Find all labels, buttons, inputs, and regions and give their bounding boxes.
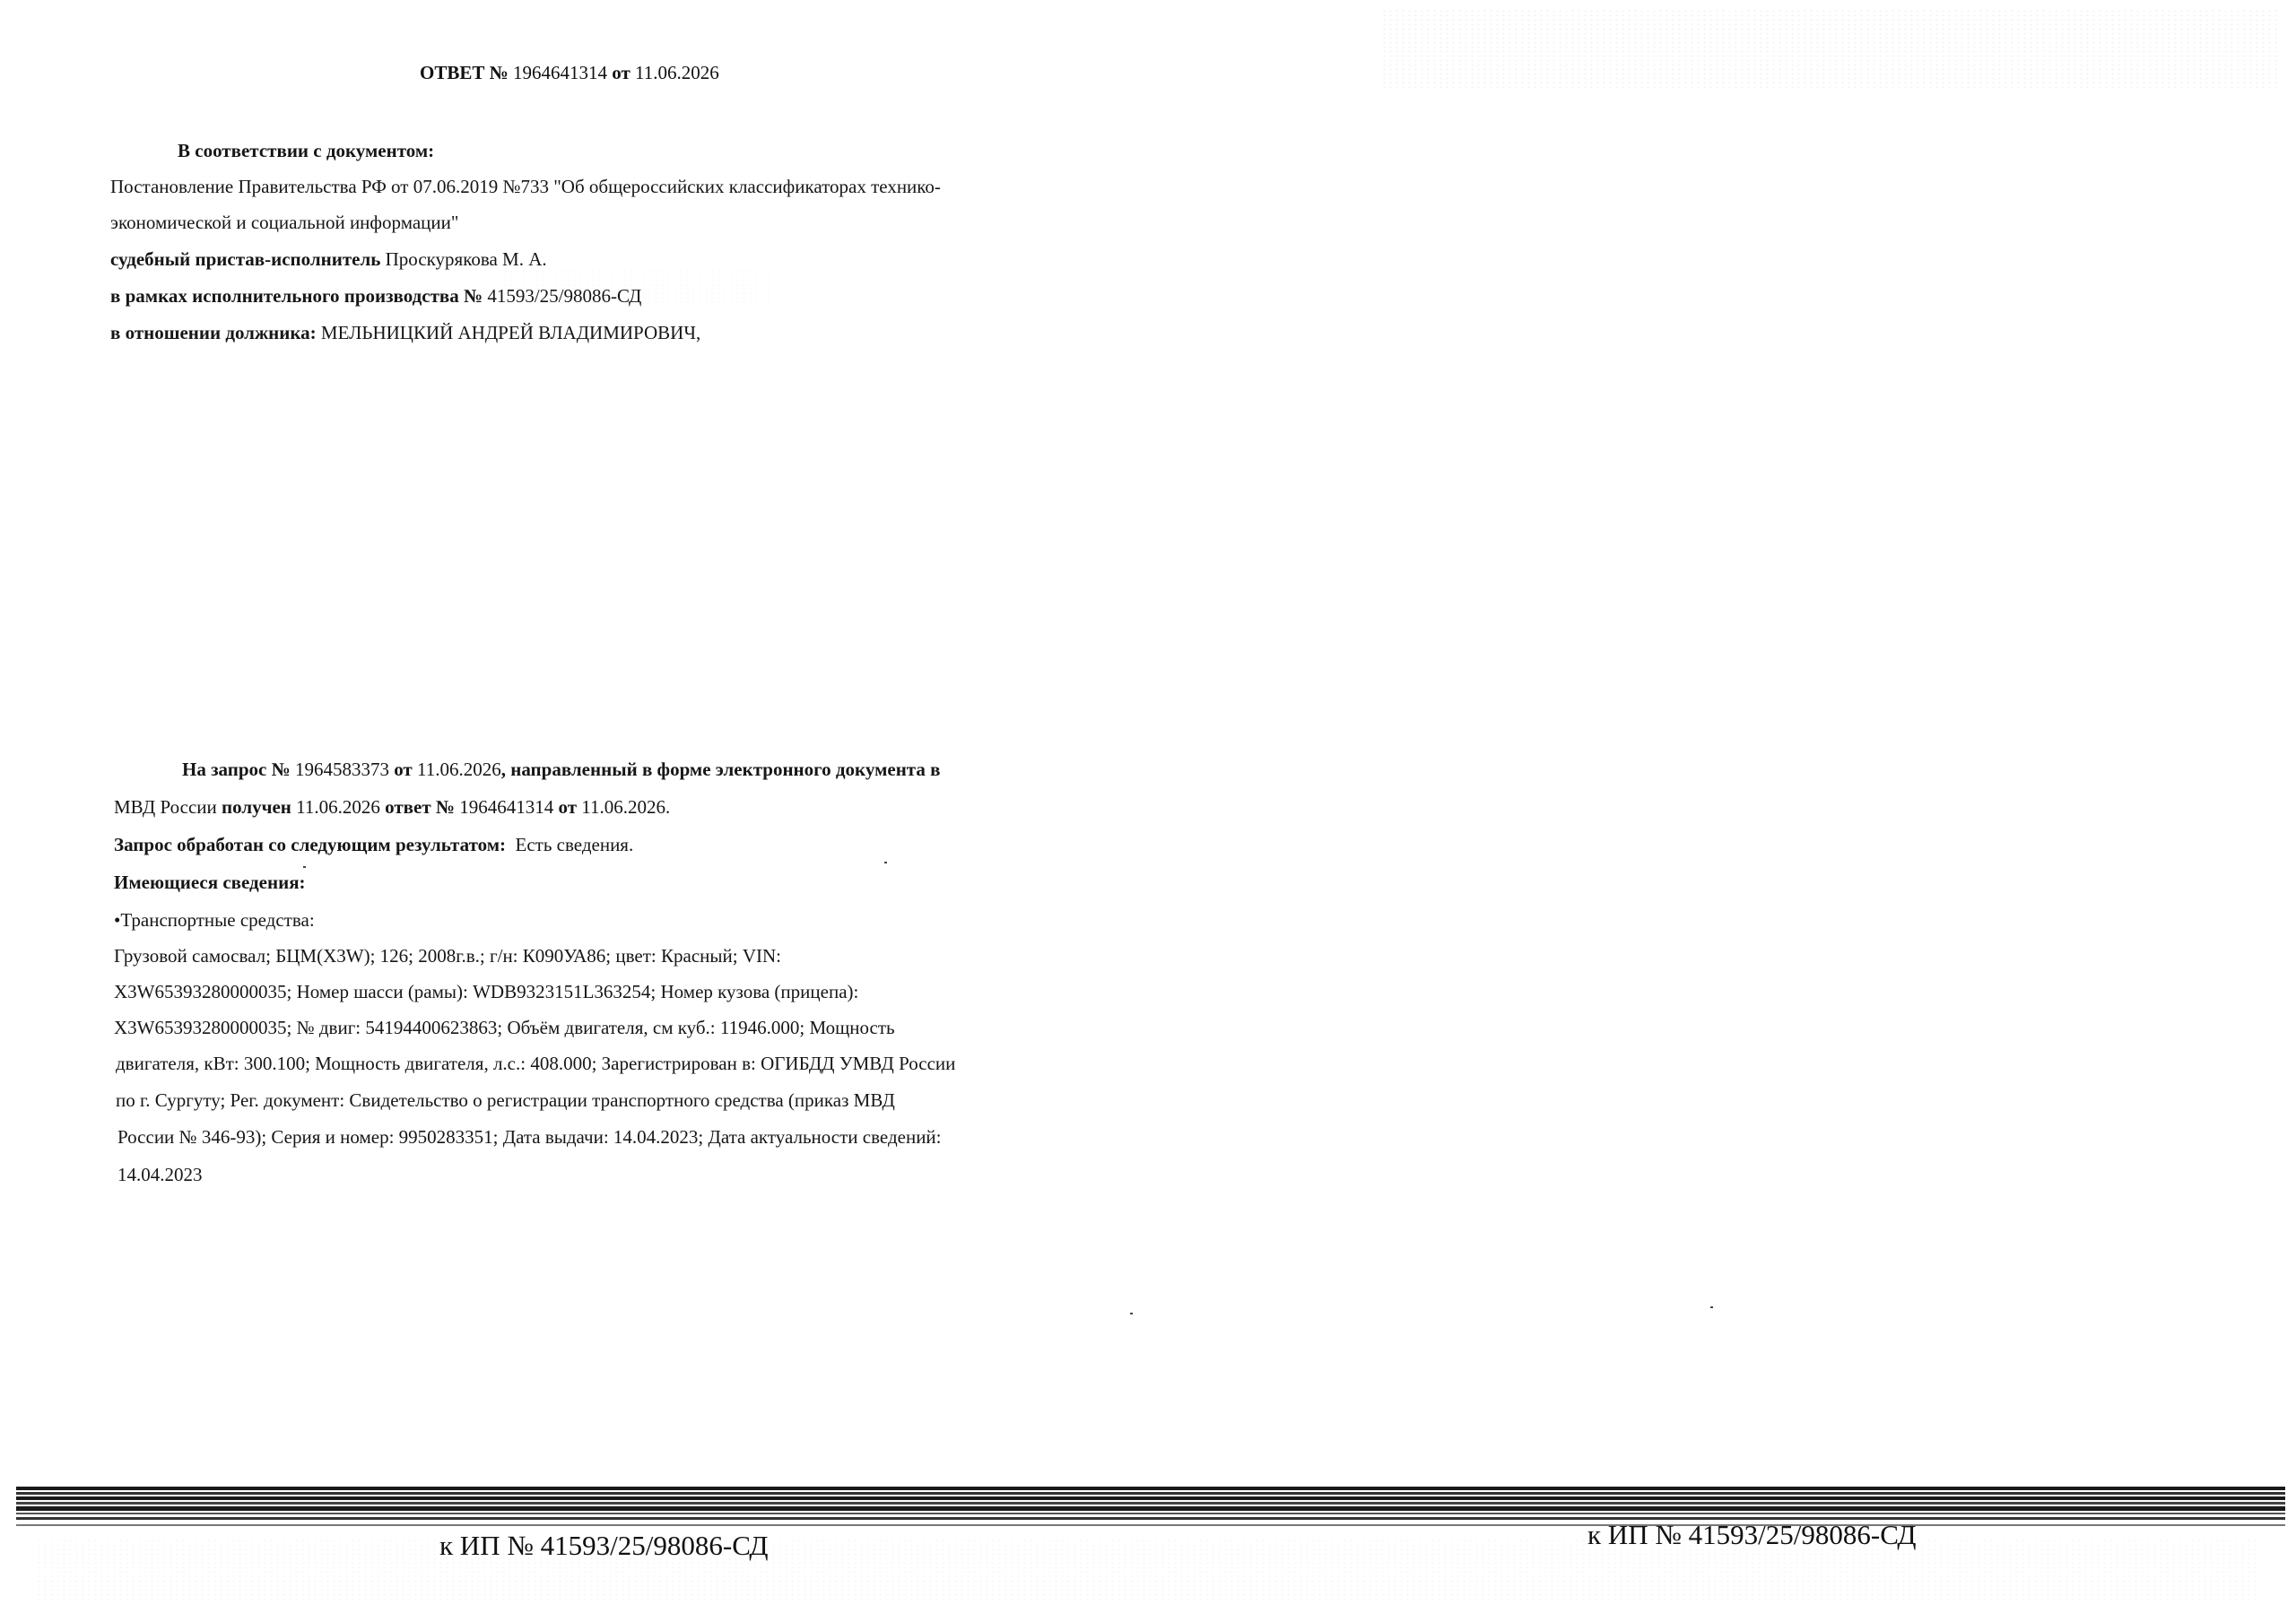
proceeding-number: 41593/25/98086-СД [487, 285, 642, 307]
received-answer-date: 11.06.2026. [581, 796, 671, 818]
scan-noise-footer [36, 1539, 2260, 1601]
request-date: 11.06.2026 [417, 759, 501, 780]
footer-stripes [16, 1487, 2285, 1530]
processed-label: Запрос обработан со следующим результатом: [114, 834, 507, 855]
stripe [16, 1506, 2285, 1511]
stripe [16, 1487, 2285, 1490]
answer-title [420, 61, 719, 84]
bailiff-line [110, 247, 547, 271]
received-date: 11.06.2026 [296, 796, 380, 818]
stripe [16, 1492, 2285, 1495]
stripe [16, 1517, 2285, 1520]
request-sent-text: , направленный в форме электронного документа в [500, 759, 941, 780]
footer-ref-left: к ИП № 41593/25/98086-СД [439, 1530, 769, 1561]
bailiff-label: судебный пристав-исполнитель [110, 248, 381, 270]
info-category: •Транспортные средства: [114, 909, 315, 931]
scan-noise-top [1381, 9, 2278, 90]
request-line [182, 758, 940, 781]
vehicle-detail-line: России № 346-93); Серия и номер: 9950283351; Дата выдачи: 14.04.2023; Дата актуальности сведений: [117, 1126, 942, 1148]
basis-heading: В соответствии с документом: [178, 140, 435, 161]
bailiff-name: Проскурякова М. А. [385, 248, 547, 270]
debtor-label: в отношении должника: [110, 322, 317, 343]
stripe [16, 1513, 2285, 1514]
vehicle-detail-line: X3W65393280000035; № двиг: 54194400623863; Объём двигателя, см куб.: 11946.000; Мощность [114, 1017, 895, 1038]
info-heading: Имеющиеся сведения: [114, 872, 306, 893]
received-label: получен [222, 796, 291, 818]
received-answer-from-label: от [558, 796, 578, 818]
debtor-name: МЕЛЬНИЦКИЙ АНДРЕЙ ВЛАДИМИРОВИЧ, [320, 322, 701, 343]
vehicle-detail-line: Грузовой самосвал; БЦМ(X3W); 126; 2008г.в.; г/н: К090УА86; цвет: Красный; VIN: [114, 945, 781, 967]
footer-ref-right: к ИП № 41593/25/98086-СД [1587, 1519, 1917, 1550]
proceeding-label: в рамках исполнительного производства № [110, 285, 483, 307]
request-label: На запрос № [182, 759, 291, 780]
scan-dot [1710, 1306, 1713, 1308]
vehicle-detail-line: 14.04.2023 [117, 1164, 203, 1185]
basis-document-line2: экономической и социальной информации" [110, 212, 459, 233]
answer-date: 11.06.2026 [635, 62, 719, 83]
received-answer-label: ответ № [385, 796, 455, 818]
stripe [16, 1524, 2285, 1526]
answer-from-label: от [612, 62, 631, 83]
vehicle-detail-line: X3W65393280000035; Номер шасси (рамы): WDB9323151L363254; Номер кузова (прицепа): [114, 981, 859, 1002]
vehicle-detail-line: по г. Сургуту; Рег. документ: Свидетельство о регистрации транспортного средства (приказ МВД [116, 1089, 895, 1111]
stripe [16, 1502, 2285, 1505]
processed-line [114, 833, 633, 856]
debtor-line [110, 321, 700, 344]
answer-number: 1964641314 [512, 62, 607, 83]
scan-dot [303, 866, 306, 868]
basis-document-line1: Постановление Правительства РФ от 07.06.2019 №733 "Об общероссийских классификаторах технико- [110, 176, 941, 197]
request-number: 1964583373 [294, 759, 389, 780]
scan-dot [884, 862, 887, 863]
agency-name: МВД России [114, 796, 217, 818]
answer-label: ОТВЕТ № [420, 62, 509, 83]
received-line [114, 795, 670, 819]
received-answer-number: 1964641314 [459, 796, 554, 818]
request-from-label: от [394, 759, 413, 780]
stripe [16, 1496, 2285, 1500]
scan-dot [1130, 1313, 1133, 1314]
processed-result: Есть сведения. [515, 834, 634, 855]
proceeding-line [110, 284, 641, 308]
vehicle-detail-line: двигателя, кВт: 300.100; Мощность двигателя, л.с.: 408.000; Зарегистрирован в: ОГИБДД УМВД России [116, 1053, 956, 1074]
